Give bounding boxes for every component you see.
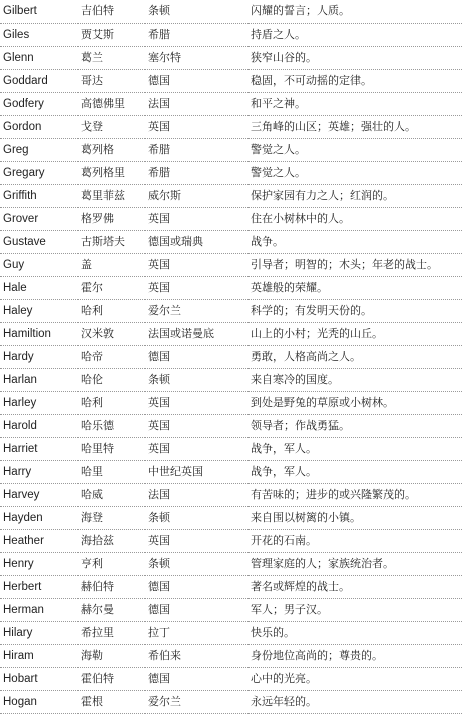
meaning-cell: 军人；男子汉。 [248,598,462,621]
chinese-name-cell: 哈伦 [78,368,145,391]
english-name-cell: Harold [0,414,78,437]
origin-cell: 希伯来 [145,644,248,667]
origin-cell: 英国 [145,437,248,460]
origin-cell: 英国 [145,115,248,138]
meaning-cell: 快乐的。 [248,621,462,644]
english-name-cell: Hobart [0,667,78,690]
origin-cell: 爱尔兰 [145,690,248,713]
table-row [0,529,462,552]
meaning-cell: 狭窄山谷的。 [248,46,462,69]
english-name-cell: Harley [0,391,78,414]
table-row [0,322,462,345]
english-name-cell: Hilary [0,621,78,644]
table-row [0,690,462,713]
meaning-cell: 有苦味的；进步的或兴隆繁茂的。 [248,483,462,506]
table-row [0,92,462,115]
table-row [0,0,462,23]
chinese-name-cell: 格罗佛 [78,207,145,230]
chinese-name-cell: 哈帝 [78,345,145,368]
english-name-cell: Hogan [0,690,78,713]
chinese-name-cell: 戈登 [78,115,145,138]
table-row [0,414,462,437]
meaning-cell: 来自围以树篱的小镇。 [248,506,462,529]
meaning-cell: 到处是野兔的草原或小树林。 [248,391,462,414]
english-name-cell: Guy [0,253,78,276]
english-name-cell: Gordon [0,115,78,138]
chinese-name-cell: 霍尔 [78,276,145,299]
english-name-cell: Giles [0,23,78,46]
meaning-cell: 住在小树林中的人。 [248,207,462,230]
chinese-name-cell: 海勒 [78,644,145,667]
english-name-cell: Greg [0,138,78,161]
meaning-cell: 著名或辉煌的战士。 [248,575,462,598]
english-name-cell: Haley [0,299,78,322]
english-name-cell: Herman [0,598,78,621]
chinese-name-cell: 赫伯特 [78,575,145,598]
origin-cell: 条顿 [145,368,248,391]
english-name-cell: Harry [0,460,78,483]
meaning-cell: 战争，军人。 [248,460,462,483]
table-row [0,253,462,276]
origin-cell: 希腊 [145,138,248,161]
meaning-cell: 领导者；作战勇猛。 [248,414,462,437]
origin-cell: 条顿 [145,552,248,575]
table-row [0,115,462,138]
meaning-cell: 勇敢，人格高尚之人。 [248,345,462,368]
table-row [0,138,462,161]
table-row [0,46,462,69]
chinese-name-cell: 霍根 [78,690,145,713]
english-name-cell: Gregary [0,161,78,184]
origin-cell: 英国 [145,207,248,230]
table-row [0,161,462,184]
origin-cell: 法国 [145,92,248,115]
english-name-cell: Goddard [0,69,78,92]
chinese-name-cell: 高德佛里 [78,92,145,115]
table-row [0,23,462,46]
table-row [0,184,462,207]
table-row [0,644,462,667]
origin-cell: 中世纪英国 [145,460,248,483]
meaning-cell: 来自寒冷的国度。 [248,368,462,391]
chinese-name-cell: 霍伯特 [78,667,145,690]
table-row [0,391,462,414]
meaning-cell: 和平之神。 [248,92,462,115]
meaning-cell: 三角峰的山区；英雄；强壮的人。 [248,115,462,138]
english-name-cell: Harvey [0,483,78,506]
table-row [0,460,462,483]
table-row [0,598,462,621]
table-row [0,575,462,598]
chinese-name-cell: 贾艾斯 [78,23,145,46]
english-name-cell: Herbert [0,575,78,598]
meaning-cell: 英雄般的荣耀。 [248,276,462,299]
origin-cell: 德国或瑞典 [145,230,248,253]
chinese-name-cell: 哈乐德 [78,414,145,437]
meaning-cell: 战争，军人。 [248,437,462,460]
meaning-cell: 山上的小村；光秃的山丘。 [248,322,462,345]
chinese-name-cell: 赫尔曼 [78,598,145,621]
english-name-cell: Griffith [0,184,78,207]
origin-cell: 德国 [145,575,248,598]
table-row [0,345,462,368]
chinese-name-cell: 海登 [78,506,145,529]
english-name-cell: Grover [0,207,78,230]
meaning-cell: 持盾之人。 [248,23,462,46]
meaning-cell: 战争。 [248,230,462,253]
english-name-cell: Hardy [0,345,78,368]
origin-cell: 德国 [145,667,248,690]
chinese-name-cell: 希拉里 [78,621,145,644]
meaning-cell: 开花的石南。 [248,529,462,552]
origin-cell: 法国 [145,483,248,506]
table-row [0,368,462,391]
chinese-name-cell: 哈里 [78,460,145,483]
meaning-cell: 警觉之人。 [248,138,462,161]
origin-cell: 法国或诺曼底 [145,322,248,345]
chinese-name-cell: 葛列格 [78,138,145,161]
table-row [0,299,462,322]
table-row [0,552,462,575]
chinese-name-cell: 海拾兹 [78,529,145,552]
meaning-cell: 警觉之人。 [248,161,462,184]
origin-cell: 威尔斯 [145,184,248,207]
table-row [0,667,462,690]
origin-cell: 英国 [145,414,248,437]
english-name-cell: Hiram [0,644,78,667]
meaning-cell: 保护家园有力之人；红润的。 [248,184,462,207]
english-name-cell: Heather [0,529,78,552]
table-row [0,276,462,299]
origin-cell: 英国 [145,529,248,552]
chinese-name-cell: 亨利 [78,552,145,575]
origin-cell: 德国 [145,345,248,368]
origin-cell: 德国 [145,69,248,92]
chinese-name-cell: 葛列格里 [78,161,145,184]
english-name-cell: Hamiltion [0,322,78,345]
origin-cell: 德国 [145,598,248,621]
english-name-cell: Harlan [0,368,78,391]
origin-cell: 希腊 [145,23,248,46]
table-row [0,506,462,529]
chinese-name-cell: 哥达 [78,69,145,92]
table-row [0,483,462,506]
meaning-cell: 永远年轻的。 [248,690,462,713]
chinese-name-cell: 哈里特 [78,437,145,460]
english-name-cell: Hayden [0,506,78,529]
origin-cell: 爱尔兰 [145,299,248,322]
english-name-cell: Hale [0,276,78,299]
origin-cell: 英国 [145,391,248,414]
origin-cell: 条顿 [145,506,248,529]
english-name-cell: Harriet [0,437,78,460]
table-row [0,230,462,253]
meaning-cell: 心中的光亮。 [248,667,462,690]
meaning-cell: 闪耀的誓言；人质。 [248,0,462,23]
meaning-cell: 引导者；明智的；木头；年老的战士。 [248,253,462,276]
chinese-name-cell: 盖 [78,253,145,276]
origin-cell: 塞尔特 [145,46,248,69]
table-row [0,69,462,92]
chinese-name-cell: 葛兰 [78,46,145,69]
chinese-name-cell: 汉米敦 [78,322,145,345]
chinese-name-cell: 哈利 [78,299,145,322]
meaning-cell: 稳固，不可动摇的定律。 [248,69,462,92]
english-name-cell: Glenn [0,46,78,69]
english-name-cell: Gilbert [0,0,78,23]
chinese-name-cell: 葛里菲兹 [78,184,145,207]
table-row [0,207,462,230]
meaning-cell: 身份地位高尚的；尊贵的。 [248,644,462,667]
origin-cell: 条顿 [145,0,248,23]
chinese-name-cell: 哈威 [78,483,145,506]
chinese-name-cell: 哈利 [78,391,145,414]
table-row [0,621,462,644]
origin-cell: 希腊 [145,161,248,184]
meaning-cell: 科学的；有发明天份的。 [248,299,462,322]
meaning-cell: 管理家庭的人；家族统治者。 [248,552,462,575]
english-name-cell: Gustave [0,230,78,253]
english-name-cell: Henry [0,552,78,575]
origin-cell: 英国 [145,253,248,276]
origin-cell: 拉丁 [145,621,248,644]
chinese-name-cell: 古斯塔夫 [78,230,145,253]
chinese-name-cell: 吉伯特 [78,0,145,23]
origin-cell: 英国 [145,276,248,299]
english-name-cell: Godfery [0,92,78,115]
table-row [0,437,462,460]
